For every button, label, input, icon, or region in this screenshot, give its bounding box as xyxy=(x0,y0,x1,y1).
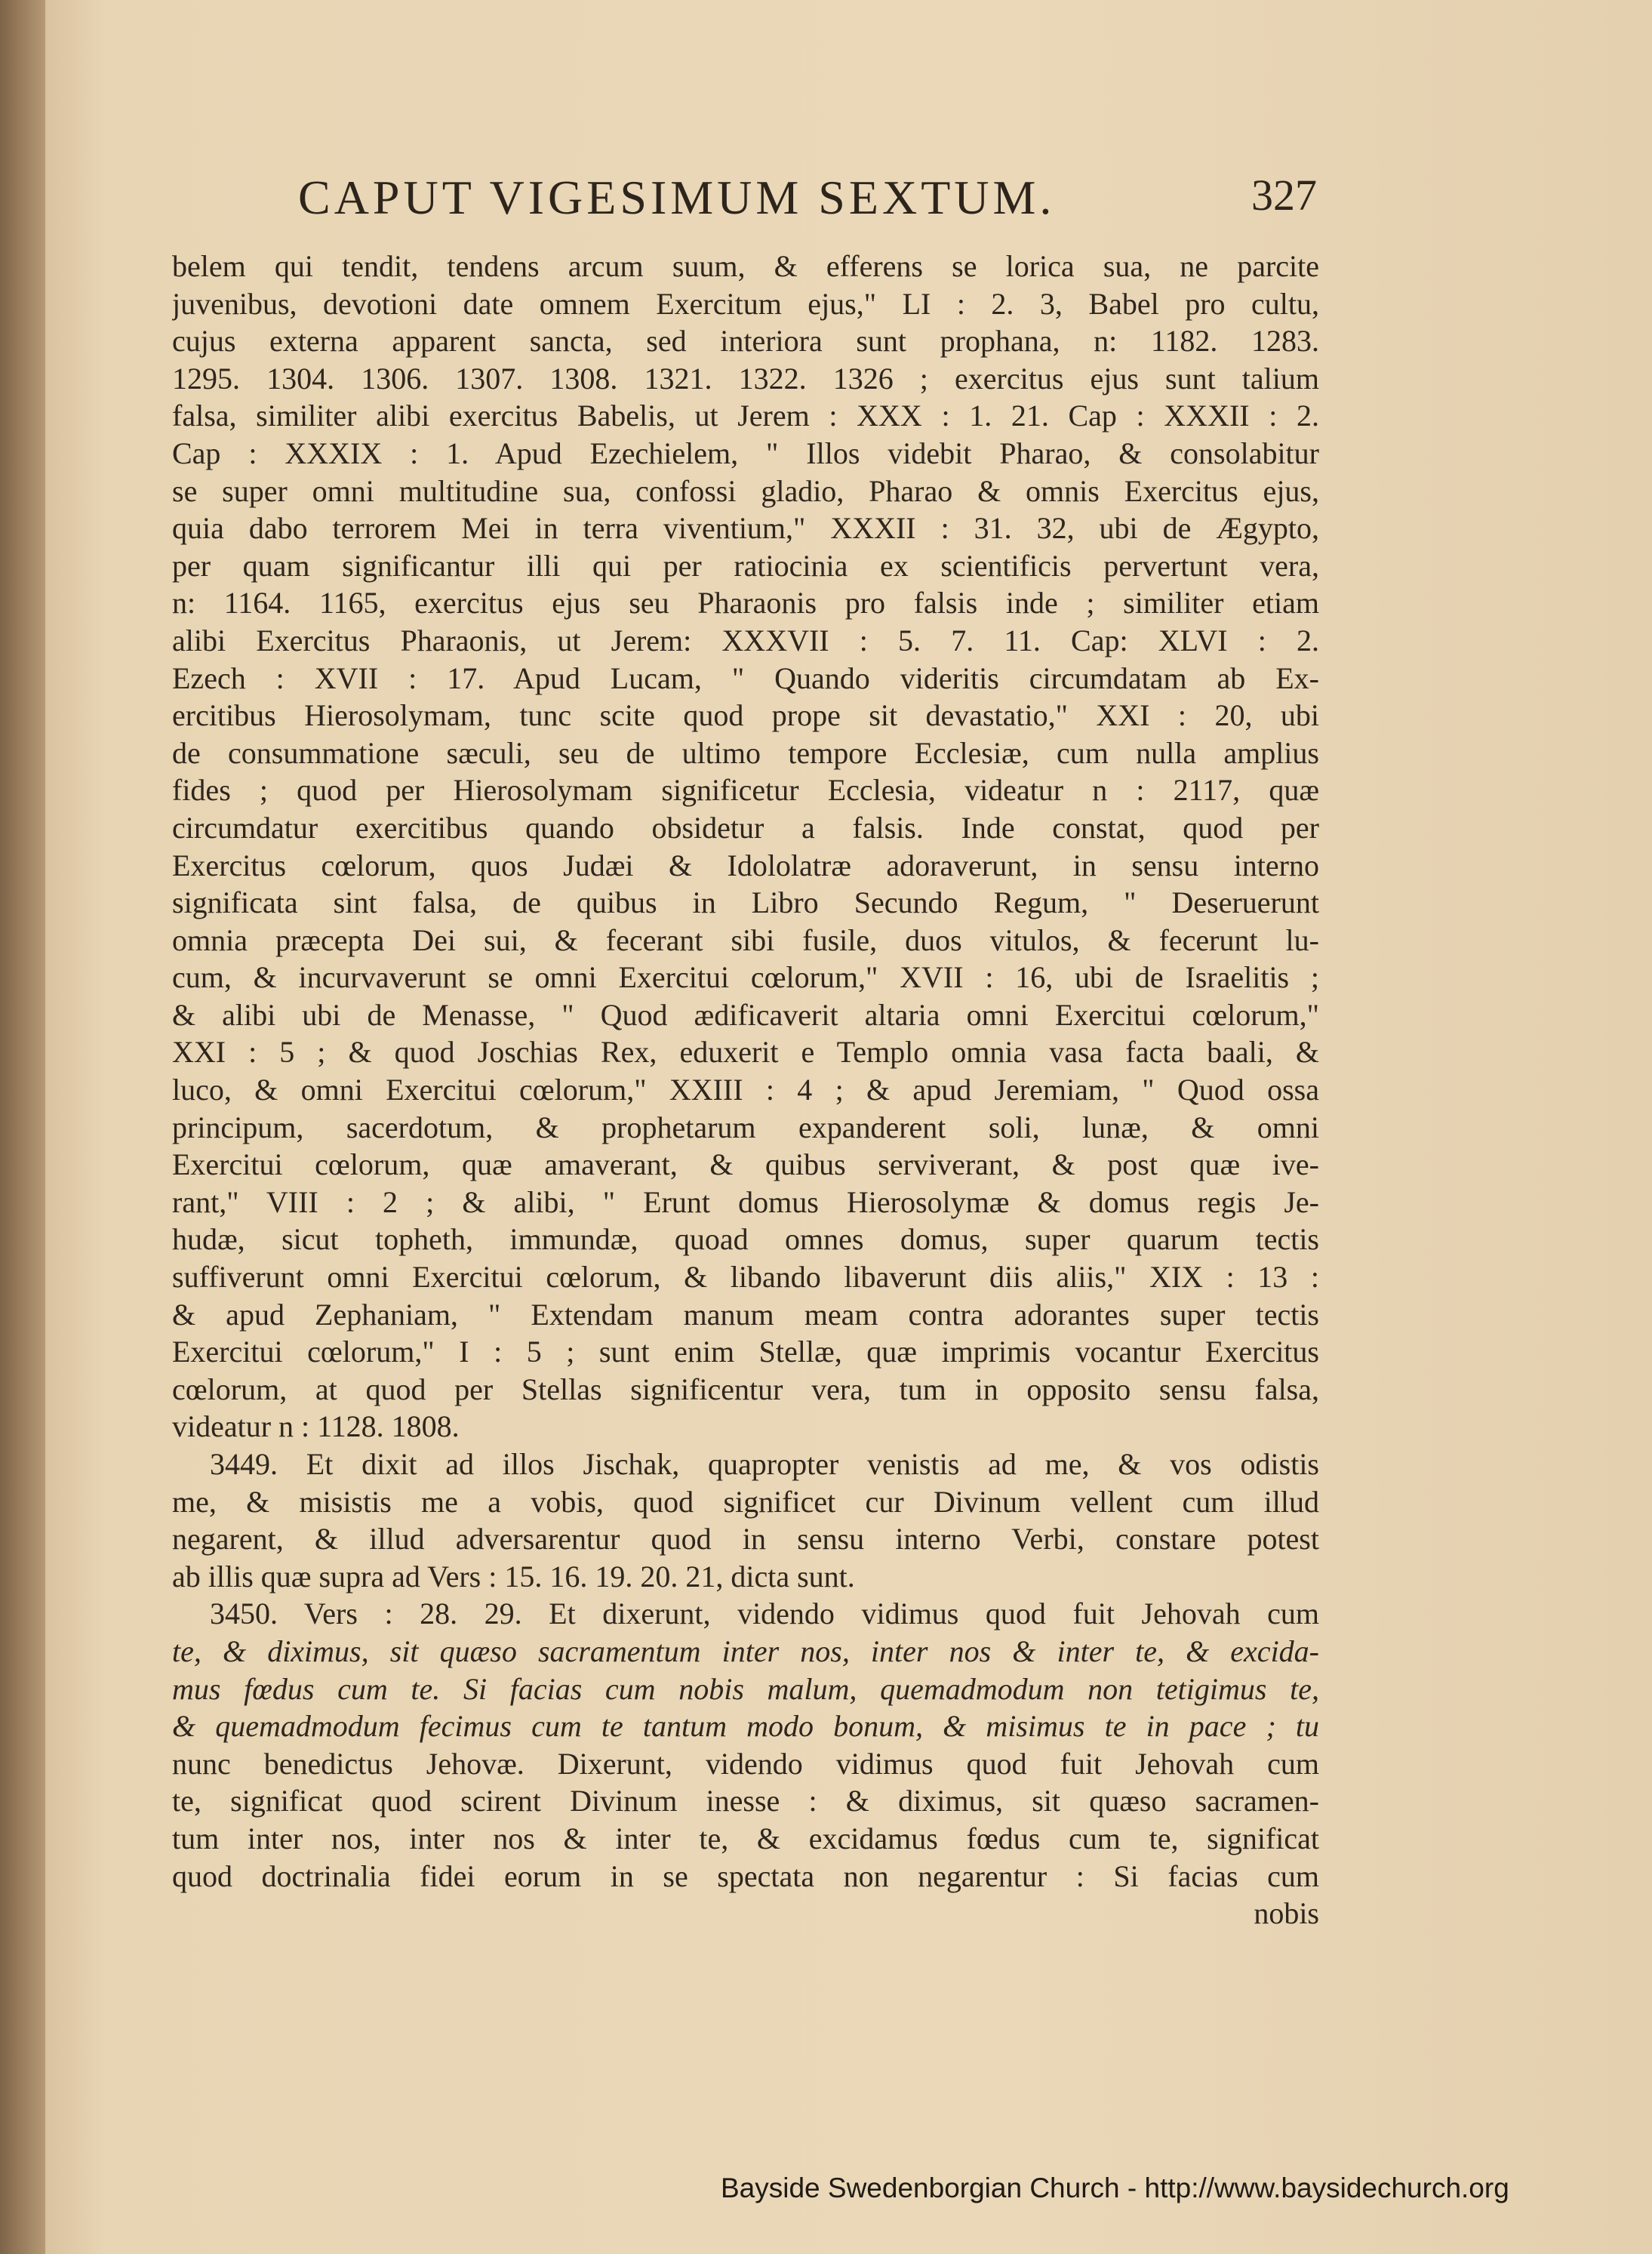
catchword: nobis xyxy=(1254,1896,1319,1931)
text-line: quod doctrinalia fidei eorum in se spectata non negarentur : Si facias cum xyxy=(172,1858,1319,1893)
text-line: videatur n : 1128. 1808. xyxy=(172,1409,460,1444)
text-line: mus fœdus cum te. Si facias cum nobis malum, quemadmodum non tetigimus te, xyxy=(172,1671,1319,1706)
text-line: nunc benedictus Jehovæ. Dixerunt, videndo vidimus quod fuit Jehovah cum xyxy=(172,1746,1319,1781)
text-line: significata sint falsa, de quibus in Libro Secundo Regum, " Deseruerunt xyxy=(172,885,1319,920)
text-line: n: 1164. 1165, exercitus ejus seu Pharaonis pro falsis inde ; similiter etiam xyxy=(172,586,1319,620)
text-line: & alibi ubi de Menasse, " Quod ædificaverit altaria omni Exercitui cœlorum," xyxy=(172,997,1319,1032)
watermark-text: Bayside Swedenborgian Church - http://www.baysidechurch.org xyxy=(721,2172,1509,2203)
text-line: tum inter nos, inter nos & inter te, & excidamus fœdus cum te, significat xyxy=(172,1821,1319,1855)
text-line: cœlorum, at quod per Stellas significentur vera, tum in opposito sensu falsa, xyxy=(172,1372,1319,1406)
text-line: luco, & omni Exercitui cœlorum," XXIII : 4 ; & apud Jeremiam, " Quod ossa xyxy=(172,1073,1319,1107)
text-line: fides ; quod per Hierosolymam significetur Ecclesia, videatur n : 2117, quæ xyxy=(172,773,1319,808)
text-line: te, & diximus, sit quæso sacramentum inter nos, inter nos & inter te, & excida- xyxy=(172,1634,1319,1668)
text-line: juvenibus, devotioni date omnem Exercitum ejus," LI : 2. 3, Babel pro cultu, xyxy=(172,286,1319,321)
text-line: te, significat quod scirent Divinum inesse : & diximus, sit quæso sacramen- xyxy=(172,1784,1319,1818)
text-line: quia dabo terrorem Mei in terra viventium," XXXII : 31. 32, ubi de Ægypto, xyxy=(172,511,1319,546)
text-line: suffiverunt omni Exercitui cœlorum, & libando libaverunt diis aliis," XIX : 13 : xyxy=(172,1260,1319,1295)
text-line: hudæ, sicut topheth, immundæ, quoad omnes domus, super quarum tectis xyxy=(172,1222,1319,1257)
text-line: negarent, & illud adversarentur quod in sensu interno Verbi, constare potest xyxy=(172,1522,1319,1557)
text-line: principum, sacerdotum, & prophetarum expanderent soli, lunæ, & omni xyxy=(172,1110,1319,1144)
text-line: de consummatione sæculi, seu de ultimo tempore Ecclesiæ, cum nulla amplius xyxy=(172,735,1319,770)
text-line: per quam significantur illi qui per ratiocinia ex scientificis pervertunt vera, xyxy=(172,548,1319,583)
text-line: circumdatur exercitibus quando obsidetur a falsis. Inde constat, quod per xyxy=(172,810,1319,845)
text-line: falsa, similiter alibi exercitus Babelis, ut Jerem : XXX : 1. 21. Cap : XXXII : 2. xyxy=(172,399,1319,433)
text-line: Exercitui cœlorum," I : 5 ; sunt enim Stellæ, quæ imprimis vocantur Exercitus xyxy=(172,1335,1319,1369)
page-number: 327 xyxy=(1251,171,1317,220)
text-line: omnia præcepta Dei sui, & fecerant sibi fusile, duos vitulos, & fecerunt lu- xyxy=(172,922,1319,957)
text-line: Exercitus cœlorum, quos Judæi & Idololatræ adoraverunt, in sensu interno xyxy=(172,848,1319,882)
text-line: ab illis quæ supra ad Vers : 15. 16. 19. 20. 21, dicta sunt. xyxy=(172,1559,855,1594)
text-line: rant," VIII : 2 ; & alibi, " Erunt domus Hierosolymæ & domus regis Je- xyxy=(172,1184,1319,1219)
paragraph-3450-line: 3450. Vers : 28. 29. Et dixerunt, videndo vidimus quod fuit Jehovah cum xyxy=(210,1597,1319,1631)
text-line: & apud Zephaniam, " Extendam manum meam contra adorantes super tectis xyxy=(172,1297,1319,1332)
text-line: me, & misistis me a vobis, quod significet cur Divinum vellent cum illud xyxy=(172,1484,1319,1519)
text-line: cujus externa apparent sancta, sed interiora sunt prophana, n: 1182. 1283. xyxy=(172,324,1319,359)
text-line: 1295. 1304. 1306. 1307. 1308. 1321. 1322. 1326 ; exercitus ejus sunt talium xyxy=(172,361,1319,396)
text-line: cum, & incurvaverunt se omni Exercitui cœlorum," XVII : 16, ubi de Israelitis ; xyxy=(172,960,1319,995)
text-line: Exercitui cœlorum, quæ amaverant, & quibus serviverant, & post quæ ive- xyxy=(172,1147,1319,1182)
page-header xyxy=(298,170,1317,230)
text-line: Ezech : XVII : 17. Apud Lucam, " Quando videritis circumdatam ab Ex- xyxy=(172,660,1319,695)
text-line: ercitibus Hierosolymam, tunc scite quod prope sit devastatio," XXI : 20, ubi xyxy=(172,698,1319,733)
text-line: Cap : XXXIX : 1. Apud Ezechielem, " Illos videbit Pharao, & consolabitur xyxy=(172,436,1319,470)
text-line: & quemadmodum fecimus cum te tantum modo bonum, & misimus te in pace ; tu xyxy=(172,1709,1319,1744)
text-line: alibi Exercitus Pharaonis, ut Jerem: XXXVII : 5. 7. 11. Cap: XLVI : 2. xyxy=(172,623,1319,657)
text-line: se super omni multitudine sua, confossi gladio, Pharao & omnis Exercitus ejus, xyxy=(172,473,1319,508)
text-line: belem qui tendit, tendens arcum suum, & efferens se lorica sua, ne parcite xyxy=(172,249,1319,283)
book-spine-shadow xyxy=(0,0,45,2254)
text-line: XXI : 5 ; & quod Joschias Rex, eduxerit e Templo omnia vasa facta baali, & xyxy=(172,1035,1319,1070)
paragraph-3449-line: 3449. Et dixit ad illos Jischak, quapropter venistis ad me, & vos odistis xyxy=(210,1447,1319,1481)
body-text xyxy=(172,248,1319,1961)
running-title: CAPUT VIGESIMUM SEXTUM. xyxy=(298,171,1056,224)
